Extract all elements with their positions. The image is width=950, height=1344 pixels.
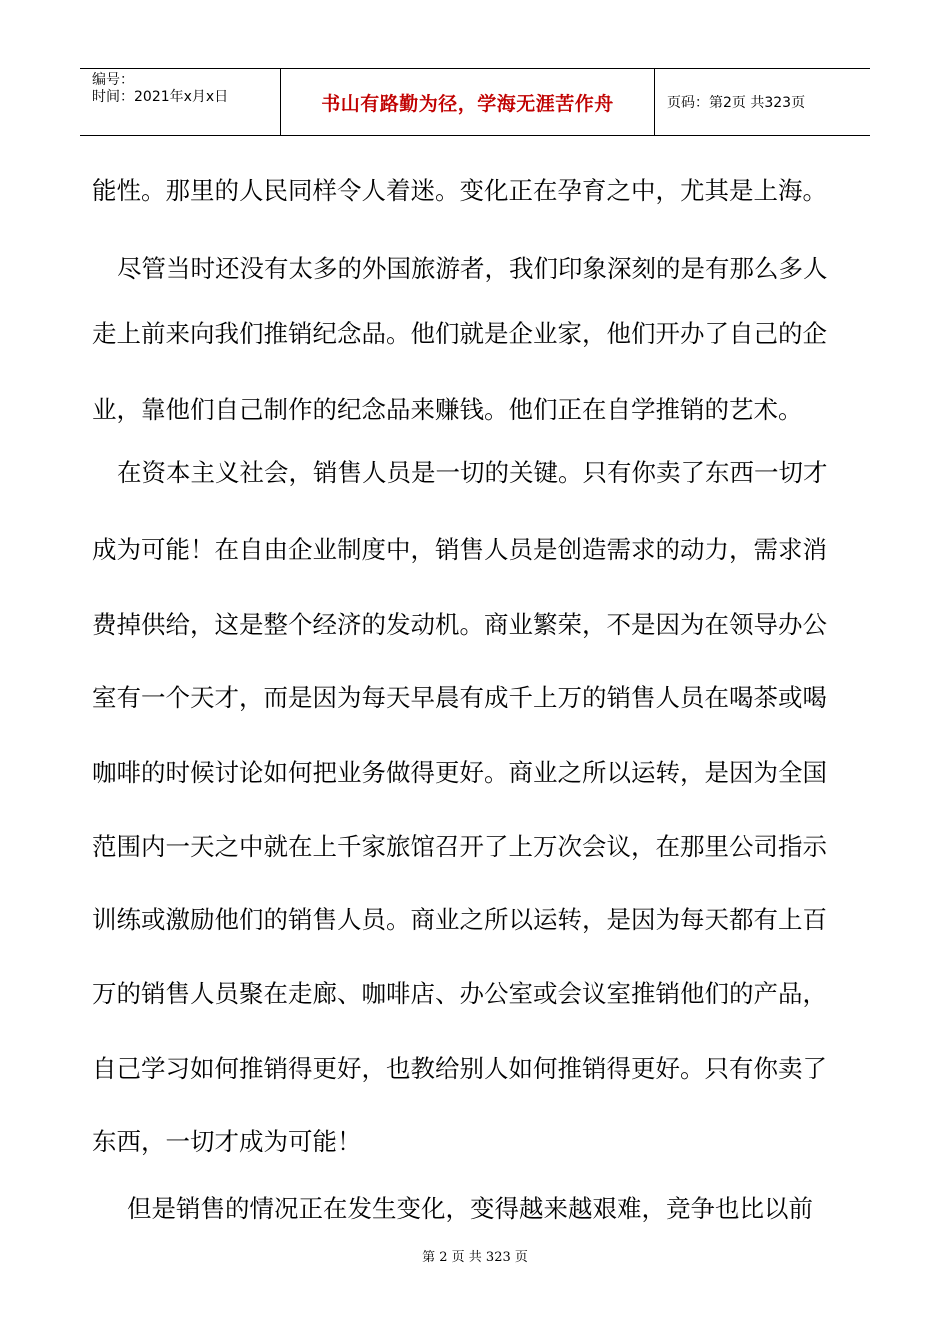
body-line: 自己学习如何推销得更好，也教给别人如何推销得更好。只有你卖了 (92, 1054, 827, 1083)
page-header (80, 68, 870, 136)
body-line: 但是销售的情况正在发生变化，变得越来越艰难，竞争也比以前 (127, 1194, 813, 1223)
body-line: 成为可能！在自由企业制度中，销售人员是创造需求的动力，需求消 (92, 535, 827, 564)
document-date-label: 时间：2021年x月x日 (92, 89, 229, 105)
document-number-label: 编号： (92, 72, 134, 88)
body-line: 东西，一切才成为可能！ (92, 1127, 362, 1156)
body-line: 尽管当时还没有太多的外国旅游者，我们印象深刻的是有那么多人 (117, 254, 828, 283)
body-line: 训练或激励他们的销售人员。商业之所以运转，是因为每天都有上百 (92, 905, 827, 934)
body-line: 在资本主义社会，销售人员是一切的关键。只有你卖了东西一切才 (117, 458, 828, 487)
body-line: 范围内一天之中就在上千家旅馆召开了上万次会议，在那里公司指示 (92, 832, 827, 861)
body-line: 室有一个天才，而是因为每天早晨有成千上万的销售人员在喝茶或喝 (92, 683, 827, 712)
header-page-info: 页码：第2页 共323页 (667, 95, 806, 111)
body-line: 万的销售人员聚在走廊、咖啡店、办公室或会议室推销他们的产品， (92, 979, 827, 1008)
page-footer: 第 2 页 共 323 页 (422, 1250, 528, 1265)
body-line: 咖啡的时候讨论如何把业务做得更好。商业之所以运转，是因为全国 (92, 758, 827, 787)
header-motto: 书山有路勤为径，学海无涯苦作舟 (281, 69, 655, 135)
body-line: 走上前来向我们推销纪念品。他们就是企业家，他们开办了自己的企 (92, 319, 827, 348)
body-line: 业，靠他们自己制作的纪念品来赚钱。他们正在自学推销的艺术。 (92, 395, 803, 424)
body-line: 费掉供给，这是整个经济的发动机。商业繁荣，不是因为在领导办公 (92, 610, 827, 639)
header-meta-cell (80, 69, 281, 135)
body-line: 能性。那里的人民同样令人着迷。变化正在孕育之中，尤其是上海。 (92, 176, 827, 205)
